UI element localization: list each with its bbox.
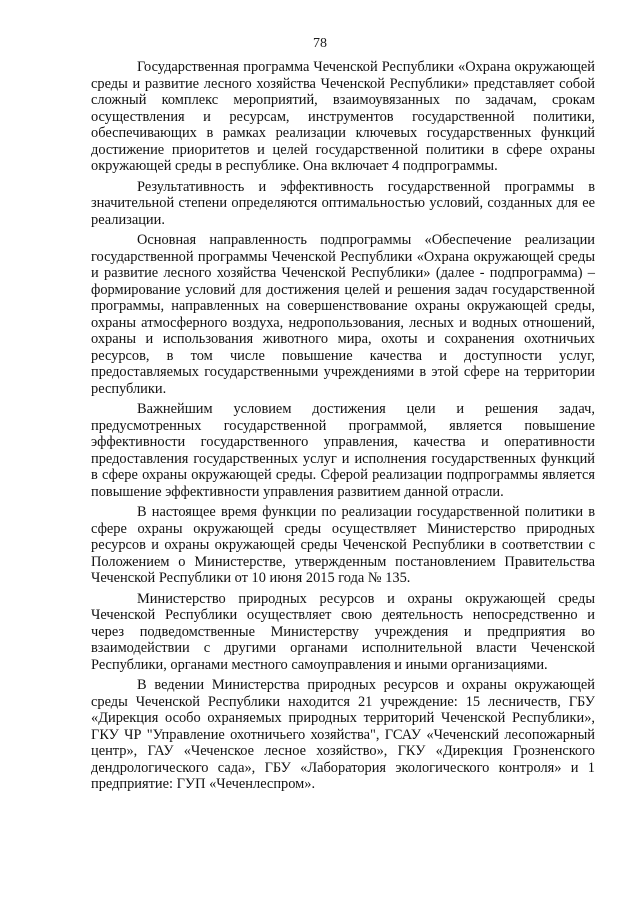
paragraph-program-overview: Государственная программа Чеченской Республики «Охрана окружающей среды и развитие лесного хозяйства Чеченской Республики» представляет собой сложный комплекс мероприятий, взаимоувязанных по задачам, срокам осуществления и ресурсам, инструментов государственной политики, обеспечивающих в рамках реализации ключевых государственных функций достижение приоритетов и целей государственной политики в сфере охраны окружающей среды в республике. Она включает 4 подпрограммы. [91,59,595,174]
page-number: 78 [313,36,327,51]
paragraph-key-condition: Важнейшим условием достижения цели и решения задач, предусмотренных государственной программой, является повышение эффективности государственного управления, качества и оперативности предоставления государственных услуг и исполнения государственных функций в сфере охраны окружающей среды. Сферой реализации подпрограммы является повышение эффективности управления развитием данной отрасли. [91,401,595,500]
document-body [91,59,595,797]
paragraph-ministry-activity: Министерство природных ресурсов и охраны окружающей среды Чеченской Республики осуществляет свою деятельность непосредственно и через подведомственные Министерству учреждения и предприятия во взаимодействии с другими органами исполнительной власти Чеченской Республики, органами местного самоуправления и иными организациями. [91,590,595,673]
paragraph-subordinate-institutions: В ведении Министерства природных ресурсов и охраны окружающей среды Чеченской Республики находится 21 учреждение: 15 лесничеств, ГБУ «Дирекция особо охраняемых природных территорий Чеченской Республики», ГКУ ЧР "Управление охотничьего хозяйства", ГСАУ «Чеченский лесопожарный центр», ГАУ «Чеченское лесное хозяйство», ГКУ «Дирекция Грозненского дендрологического сада», ГБУ «Лаборатория экологического контроля» и 1 предприятие: ГУП «Чеченлеспром». [91,677,595,792]
paragraph-subprogram-focus: Основная направленность подпрограммы «Обеспечение реализации государственной программы Чеченской Республики «Охрана окружающей среды и развитие лесного хозяйства Чеченской Республики» (далее - подпрограмма) – формирование условий для достижения целей и решения задач государственной программы, направленных на совершенствование охраны окружающей среды, охраны атмосферного воздуха, недропользования, лесных и водных отношений, охраны и использования животного мира, охоты и сохранения охотничьих ресурсов, в том числе повышение качества и доступности услуг, предоставляемых государственными учреждениями в этой сфере на территории республики. [91,232,595,397]
paragraph-ministry-functions: В настоящее время функции по реализации государственной политики в сфере охраны окружающей среды осуществляет Министерство природных ресурсов и охраны окружающей среды Чеченской Республики в соответствии с Положением о Министерстве, утвержденным постановлением Правительства Чеченской Республики от 10 июня 2015 года № 135. [91,504,595,586]
paragraph-effectiveness: Результативность и эффективность государственной программы в значительной степени определяются оптимальностью условий, созданных для ее реализации. [91,178,595,228]
